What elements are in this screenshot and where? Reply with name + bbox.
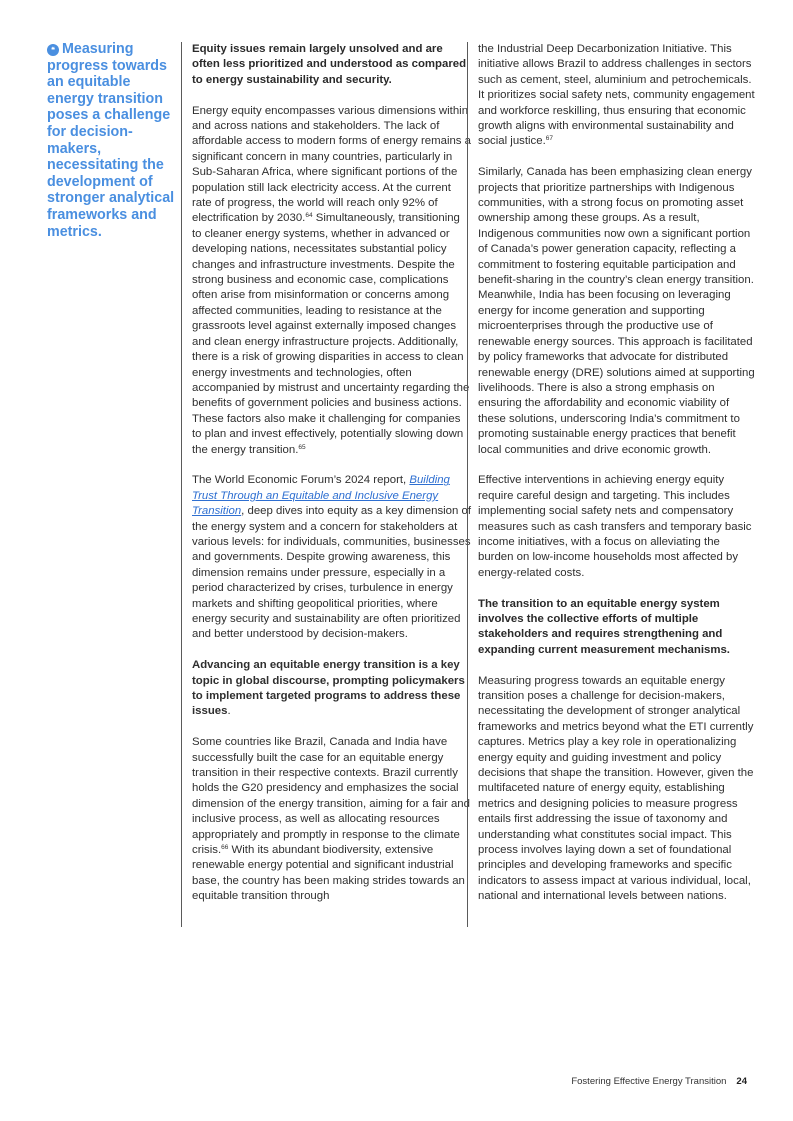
paragraph-brazil-initiative: the Industrial Deep Decarbonization Initiative. This initiative allows Brazil to address challenges in sectors such as cement, steel, aluminium and petrochemicals. It prioritizes social safety nets, community engagement and workforce reskilling, thus ensuring that economic growth aligns with environmental sustainability and social justice.$^{67}$: [478, 43, 755, 148]
paragraph-energy-equity: Energy equity encompasses various dimensions within and across nations and stakeholders. The lack of affordable access to modern forms of energy remains a significant concern in many countries, particularly in Sub-Saharan Africa, where significant portions of the population still lack electricity access. At the current rate of progress, the world will reach only 92% of electrification by 2030.64 Simultaneously, transitioning to cleaner energy systems, whether in advanced or developing nations, necessitates substantial policy changes and infrastructure investments. Despite the strong business and economic case, complications often arise from misinformation or concerns among affected communities, leading to resistance at the grassroots level against externally imposed changes and clean energy infrastructure projects. Additionally, there is a risk of growing disparities in access to clean energy investments and technologies, often accompanied by mistrust and uncertainty regarding the benefits of government policies and business actions. These factors also make it challenging for companies to plan and invest effectively, potentially slowing down the energy transition.$^{65}$: [192, 104, 471, 456]
report-link[interactable]: Building Trust Through an Equitable and Inclusive Energy Transition: [192, 474, 450, 518]
column-right: [467, 42, 758, 927]
footnote-ref: 67: [545, 135, 553, 143]
paragraph-canada-india: Similarly, Canada has been emphasizing clean energy projects that prioritize partnerships with Indigenous communities, with a strong focus on promoting asset ownership among these groups. As a result, Indigenous communities now own a significant portion of Canada’s power generation capacity, reflecting a commitment to fostering equitable participation and benefit-sharing in the country’s clean energy transition. Meanwhile, India has been focusing on leveraging energy for income generation and supporting microenterprises through the productive use of renewable energy sources. This approach is facilitated by policy frameworks that advocate for distributed renewable energy (DRE) solutions aimed at supporting livelihoods. There is also a strong emphasis on ensuring the affordability and economic viability of these solutions, underscoring India’s commitment to promoting sustainable energy practices that benefit local communities and drive economic growth.: [478, 166, 755, 456]
paragraph-advancing: Advancing an equitable energy transition is a key topic in global discourse, prompting policymakers to implement targeted programs to address these issues.: [192, 659, 465, 718]
paragraph-interventions: Effective interventions in achieving energy equity require careful design and targeting. This includes implementing social safety nets and compensatory measures such as cash transfers and temporary basic income initiatives, with a focus on alleviating the burden on low-income households most affected by energy-related costs.: [478, 474, 752, 579]
quote-icon: ❝: [47, 44, 59, 56]
bold-statement: Advancing an equitable energy transition is a key topic in global discourse, prompting policymakers to implement targeted programs to address these issues: [192, 659, 465, 718]
footer-title: Fostering Effective Energy Transition: [571, 1076, 727, 1087]
footnote-ref: 65: [298, 443, 306, 451]
page-footer: [571, 1076, 747, 1087]
pull-quote-text: Measuring progress towards an equitable energy transition poses a challenge for decision-makers, necessitating the development of stronger analytical frameworks and metrics.: [47, 41, 175, 240]
footnote-ref: 64: [305, 212, 313, 220]
column-left: [181, 42, 472, 927]
page-number: 24: [736, 1076, 747, 1087]
paragraph-measuring: Measuring progress towards an equitable energy transition poses a challenge for decision-makers, necessitating the development of stronger analytical frameworks and metrics beyond what the ETI currently captures. Metrics play a key role in operationalizing energy equity and guiding investment and policy decisions that shape the transition. However, given the multifaceted nature of energy equity, establishing metrics and designing policies to measure progress entails first addressing the issue of taxonomy and understanding what constitutes social impact. This process involves laying down a set of foundational principles and developing frameworks and specific indicators to assess impact at various individual, local, national and international levels between nations.: [478, 674, 754, 903]
lead-statement: Equity issues remain largely unsolved and are often less prioritized and understood as compared to energy sustainability and security.: [192, 43, 467, 86]
footnote-ref: 66: [221, 844, 229, 852]
paragraph-countries: Some countries like Brazil, Canada and India have successfully built the case for an equitable energy transition in their respective contexts. Brazil currently holds the G20 presidency and emphasizes the social dimension of the energy transition, aiming for a fair and inclusive process, as well as allocating resources appropriately and promptly in response to the climate crisis.$^{66}$ With its abundant biodiversity, extensive renewable energy potential and significant industrial base, the country has been making strides towards an equitable transition through: [192, 736, 470, 903]
pull-quote: [47, 41, 177, 240]
paragraph-wef-report: The World Economic Forum’s 2024 report, Building Trust Through an Equitable and Inclusive Energy Transition, deep dives into equity as a key dimension of the energy system and a concern for stakeholders at various levels: for individuals, communities, businesses and governments. Despite growing awareness, this dimension remains under pressure, especially in a period characterized by crises, turbulence in energy markets and shifting geopolitical priorities, where energy security and sustainability are often prioritized and better understood by decision-makers.: [192, 474, 472, 641]
bold-statement-transition: The transition to an equitable energy system involves the collective efforts of multiple stakeholders and requires strengthening and expanding current measurement mechanisms.: [478, 597, 730, 656]
